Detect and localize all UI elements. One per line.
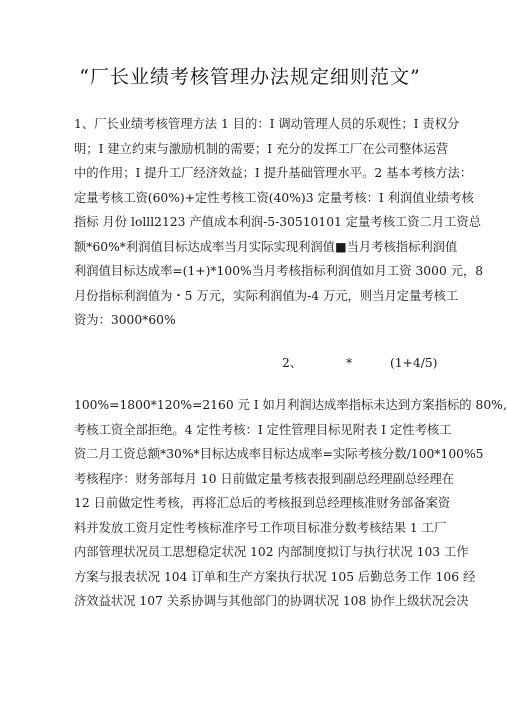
text-line: 100%=1800*120%=2160 元 I 如月利润达成率指标未达到方案指标的 80%, xyxy=(74,398,507,412)
formula-part: * xyxy=(345,356,353,370)
text-line: 内部管理状况员工思想稳定状况 102 内部制度拟订与执行状况 103 工作 xyxy=(74,545,469,559)
text-line: 资为：3000*60% xyxy=(74,313,176,327)
text-line: 利润值目标达成率=(1+)*100%当月考核指标利润值如月工资 3000 元，8 xyxy=(74,264,484,278)
formula-line xyxy=(282,353,437,371)
text-line: 12 日前做定性考核，再将汇总后的考核报到总经理核准财务部备案资 xyxy=(74,496,451,510)
text-line: 1、厂长业绩考核管理方法 1 目的：I 调动管理人员的乐观性；I 责权分 xyxy=(74,117,460,131)
text-line: 明；I 建立约束与激励机制的需要；I 充分的发挥工厂在公司整体运营 xyxy=(74,141,449,156)
text-line: 额*60%*利润值目标达成率当月实际实现利润值■当月考核指标利润值 xyxy=(74,239,458,254)
paragraph-1 xyxy=(74,112,484,333)
text-line: 中的作用；I 提升工厂经济效益；I 提升基础管理水平。2 基本考核方法： xyxy=(74,166,473,180)
text-line: 资二月工资总额*30%*目标达成率目标达成率=实际考核分数/100*100%5 xyxy=(74,447,484,461)
paragraph-2 xyxy=(74,393,507,614)
text-line: 济效益状况 107 关系协调与其他部门的协调状况 108 协作上级状况会决 xyxy=(74,594,469,608)
text-line: 方案与报表状况 104 订单和生产方案执行状况 105 后勤总务工作 106 经 xyxy=(74,569,476,584)
text-line: 料并发放工资月定性考核标准序号工作项目标准分数考核结果 1 工厂 xyxy=(74,520,447,535)
text-line: 指标 月份 lolll2123 产值成本利润-5-30510101 定量考核工资二月工资总 xyxy=(74,215,482,229)
formula-part: 2、 xyxy=(282,356,303,370)
text-line: 定量考核工资(60%)+定性考核工资(40%)3 定量考核：I 利润值业绩考核 xyxy=(74,190,474,205)
text-line: 考核程序：财务部每月 10 日前做定量考核表报到副总经理副总经理在 xyxy=(74,471,455,486)
text-line: 月份指标利润值为・5 万元，实际利润值为-4 万元，则当月定量考核工 xyxy=(74,288,459,303)
formula-part: (1+4/5) xyxy=(389,356,438,370)
text-line: 考核工资全部拒绝。4 定性考核：I 定性管理目标见附表 I 定性考核工 xyxy=(74,422,452,437)
document-title: “厂长业绩考核管理办法规定细则范文” xyxy=(79,66,421,88)
